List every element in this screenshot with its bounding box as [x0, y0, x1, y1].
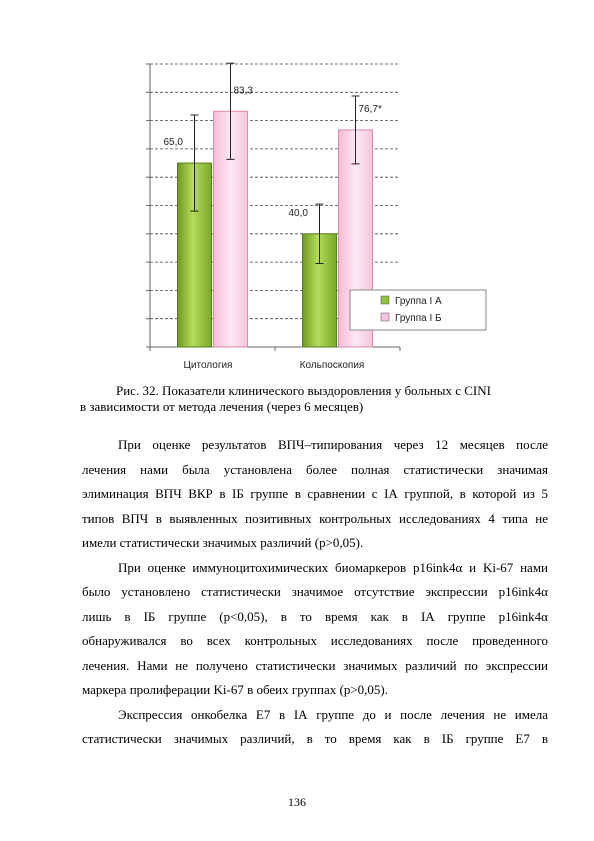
paragraph-1-line-4: типов ВПЧ в выявленных позитивных контрольных исследованиях 4 типа не	[82, 510, 548, 526]
caption-line-1: Рис. 32. Показатели клинического выздоровления у больных с CINI	[116, 383, 491, 398]
paragraph-2-line-2: было установлено статистически значимое отсутствие экспрессии p16ink4α	[82, 584, 548, 599]
legend-swatch-group-ib	[381, 313, 389, 321]
body-text	[82, 433, 548, 752]
data-label: 76,7*	[358, 103, 382, 115]
data-label: 40,0	[288, 207, 308, 219]
x-tick-label-1: Кольпоскопия	[299, 360, 365, 371]
paragraph-2-line-6: маркера пролиферации Ki-67 в обеих группах (р>0,05).	[82, 682, 388, 697]
legend-label-group-ia: Группа I А	[395, 296, 442, 307]
paragraph-3-line-1: Экспрессия онкобелка Е7 в IА группе до и после лечения не имела	[118, 706, 548, 722]
bar-chart	[0, 0, 594, 380]
bars	[178, 63, 373, 347]
paragraph-3-line-2: статистически значимых различий, в то время как в IБ группе Е7 в	[82, 731, 548, 746]
paragraph-1-line-5: имели статистически значимых различий (р>0,05).	[82, 535, 364, 550]
figure-caption	[80, 383, 540, 415]
data-label: 65,0	[163, 137, 183, 149]
x-tick-label-0: Цитология	[183, 360, 233, 371]
legend	[350, 290, 486, 330]
paragraph-2-line-3: лишь в IБ группе (р<0,05), в то время как в IА группе p16ink4α	[82, 608, 548, 624]
paragraph-1-line-2: лечения нами была установлена более полная статистически значимая	[82, 461, 548, 477]
paragraph-2-line-5: лечения. Нами не получено статистически значимых различий по экспрессии	[82, 657, 548, 673]
page-number: 136	[288, 795, 306, 809]
caption-line-2: в зависимости от метода лечения (через 6 месяцев)	[80, 399, 364, 414]
paragraph-2-line-4: обнаруживался во всех контрольных исследованиях после проведенного	[82, 633, 548, 648]
paragraph-2-line-1: При оценке иммуноцитохимических биомаркеров р16ink4α и Ki-67 нами	[118, 559, 548, 575]
data-label: 83,3	[233, 85, 253, 97]
legend-label-group-ib: Группа I Б	[395, 313, 442, 324]
paragraph-1-line-1: При оценке результатов ВПЧ–типирования через 12 месяцев после	[118, 437, 548, 452]
legend-swatch-group-ia	[381, 296, 389, 304]
paragraph-1-line-3: элиминация ВПЧ ВКР в IБ группе в сравнении с IА группой, в которой из 5	[82, 486, 548, 501]
